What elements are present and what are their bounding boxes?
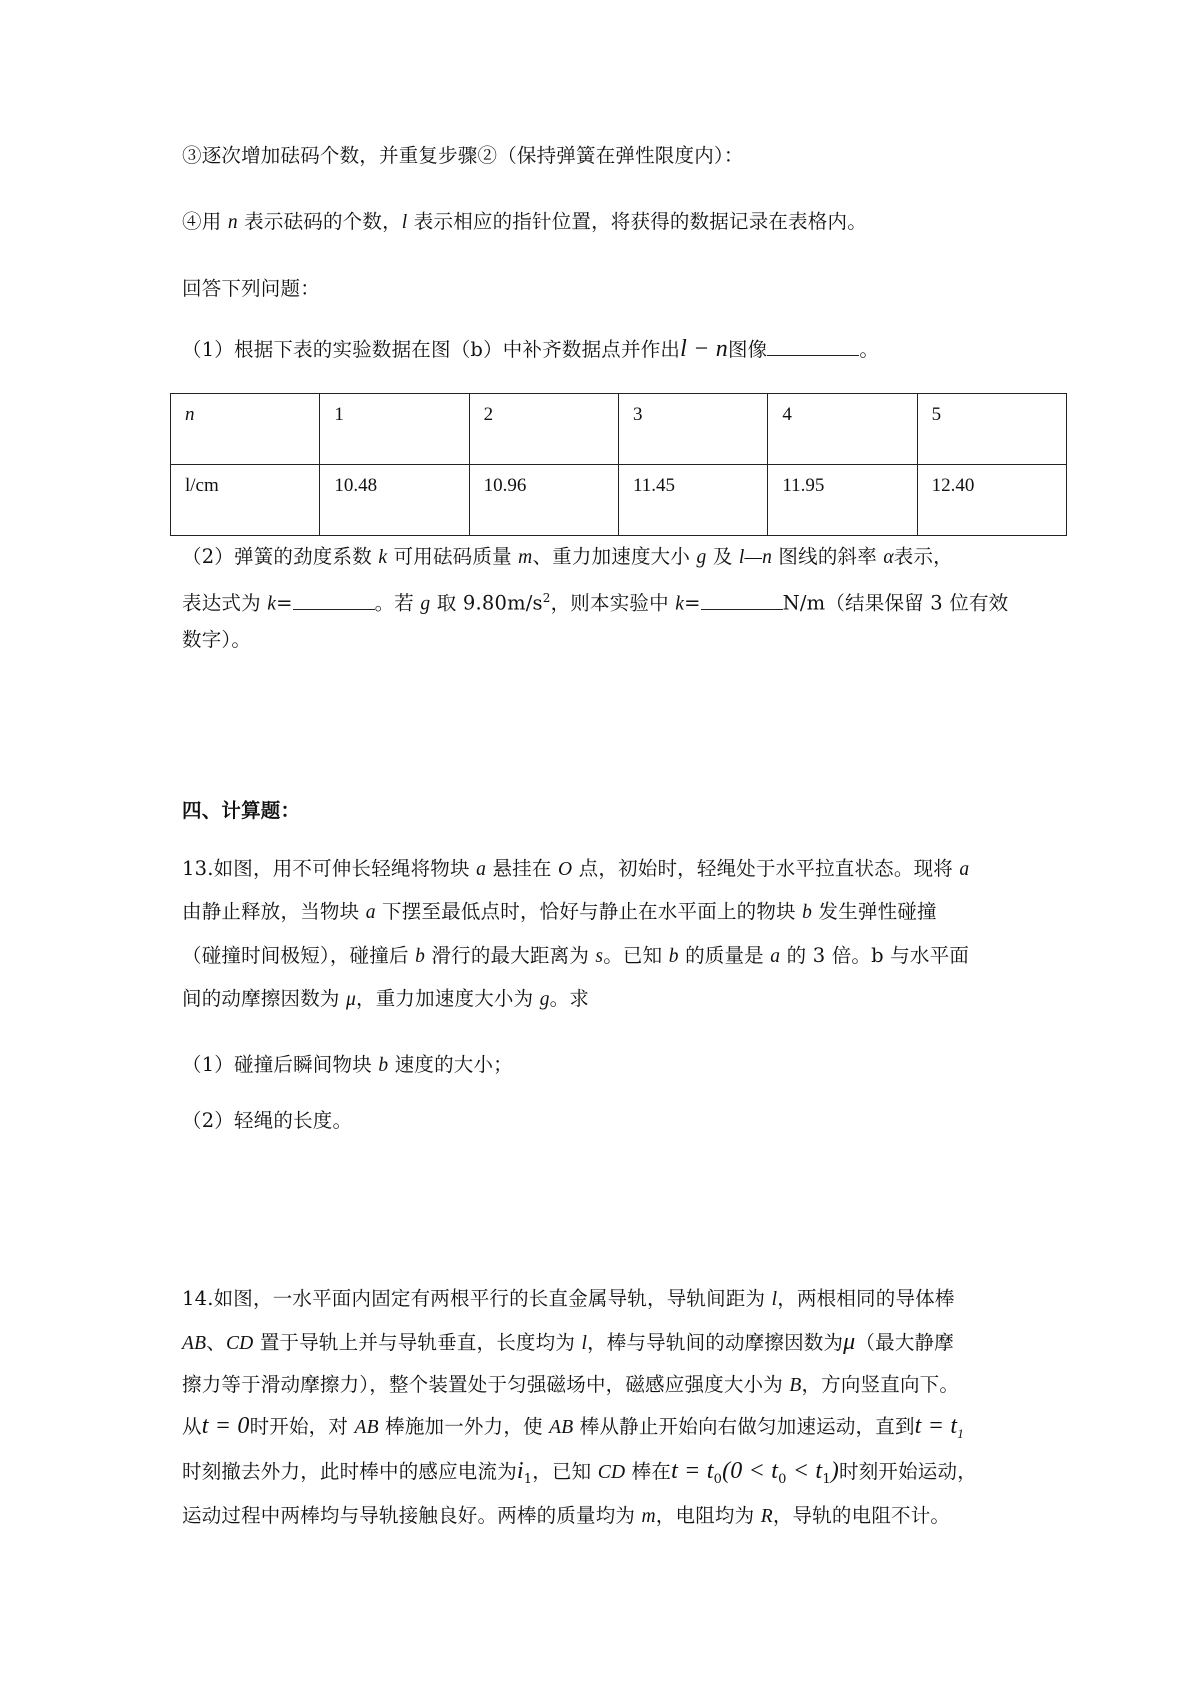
problem-13-line2 xyxy=(182,899,937,926)
table-cell: 12.40 xyxy=(917,465,1066,536)
var-i: i xyxy=(516,1458,524,1484)
table-cell: 10.48 xyxy=(320,465,469,536)
var-g: g xyxy=(539,989,550,1010)
p13-text: 悬挂在 xyxy=(486,857,558,880)
problem-14-line5 xyxy=(182,1458,977,1493)
question-2-line2 xyxy=(182,585,1008,618)
q1-suffix: 图像 xyxy=(727,338,768,361)
step4-mid: 表示砝码的个数， xyxy=(237,210,402,233)
q2-text: （2）弹簧的劲度系数 xyxy=(182,545,379,568)
q2-text: 、重力加速度大小 xyxy=(532,545,697,568)
subscript: 1 xyxy=(822,1471,831,1487)
var-B: B xyxy=(789,1375,802,1396)
p13-text: 。已知 xyxy=(603,944,669,967)
var-AB: AB xyxy=(354,1417,379,1438)
table-cell: 2 xyxy=(469,394,618,465)
table-cell: 11.95 xyxy=(768,465,917,536)
q2-text: 及 xyxy=(706,545,739,568)
problem-13-line1 xyxy=(182,856,969,883)
var-CD: CD xyxy=(225,1333,254,1354)
p14-text: ，两根相同的导体棒 xyxy=(777,1287,955,1310)
table-header-n: n xyxy=(171,394,320,465)
math-t-equals-t1: t = t xyxy=(914,1413,958,1439)
q1-prefix: （1）根据下表的实验数据在图（b）中补齐数据点并作出 xyxy=(182,338,681,361)
problem-13-line3 xyxy=(182,943,969,970)
var-R: R xyxy=(760,1506,773,1527)
var-CD: CD xyxy=(597,1462,626,1483)
p14-text: 棒施加一外力，使 xyxy=(378,1415,550,1438)
q2-text: 表示， xyxy=(893,545,953,568)
var-a: a xyxy=(476,859,487,880)
step4-prefix: ④用 xyxy=(182,210,228,233)
problem-13-sub1 xyxy=(182,1052,513,1079)
k-value-blank[interactable] xyxy=(701,591,783,610)
data-table xyxy=(170,393,1067,536)
math-inequality: (0 < t xyxy=(722,1458,779,1484)
p14-text: 擦力等于滑动摩擦力），整个装置处于匀强磁场中，磁感应强度大小为 xyxy=(182,1373,790,1396)
q1-answer-blank[interactable] xyxy=(767,337,859,356)
step4-suffix: 表示相应的指针位置，将获得的数据记录在表格内。 xyxy=(407,210,867,233)
table-cell: 3 xyxy=(618,394,767,465)
p13-text: 点，初始时，轻绳处于水平拉直状态。现将 xyxy=(572,857,960,880)
q2-text: 。若 xyxy=(374,591,421,615)
problem-14-line3 xyxy=(182,1372,959,1399)
math-t-equals-0: t = 0 xyxy=(201,1413,250,1439)
p14-text: 14.如图，一水平面内固定有两根平行的长直金属导轨，导轨间距为 xyxy=(182,1287,772,1310)
p14-text: ，已知 xyxy=(532,1460,598,1483)
k-expression-blank[interactable] xyxy=(293,591,375,610)
p13-text: 发生弹性碰撞 xyxy=(812,900,937,923)
p13-text: 由静止释放，当物块 xyxy=(182,900,366,923)
p14-text: 时刻撤去外力，此时棒中的感应电流为 xyxy=(182,1460,517,1483)
p14-text: 时开始，对 xyxy=(249,1415,355,1438)
var-m: m xyxy=(641,1506,656,1527)
problem-13-sub2: （2）轻绳的长度。 xyxy=(182,1109,353,1132)
table-cell: 5 xyxy=(917,394,1066,465)
p13-text: ，重力加速度大小为 xyxy=(356,987,540,1010)
subscript: 1 xyxy=(523,1471,533,1487)
table-header-l: l/cm xyxy=(171,465,320,536)
var-l: l xyxy=(771,1289,778,1310)
var-O: O xyxy=(557,859,573,880)
question-2-line3: 数字）。 xyxy=(182,628,252,651)
question-2-line1 xyxy=(182,544,953,571)
question-1 xyxy=(182,336,879,363)
step3-text: ③逐次增加砝码个数，并重复步骤②（保持弹簧在弹性限度内）： xyxy=(182,144,744,167)
var-b: b xyxy=(378,1055,389,1076)
p14-text: ，棒与导轨间的动摩擦因数为 xyxy=(587,1331,844,1354)
q2-text: 可用砝码质量 xyxy=(387,545,519,568)
var-s: s xyxy=(595,946,604,967)
var-l-n: l—n xyxy=(738,547,773,568)
q2-text: = xyxy=(276,591,293,615)
q1-end: 。 xyxy=(859,338,880,361)
q1-math-l-n: l − n xyxy=(680,336,728,362)
q2-text: ，则本实验中 xyxy=(550,591,676,615)
answer-prompt: 回答下列问题： xyxy=(182,277,320,300)
var-a: a xyxy=(959,859,970,880)
p14-text: ，方向竖直向下。 xyxy=(801,1373,960,1396)
var-AB: AB xyxy=(182,1333,207,1354)
exponent: 2 xyxy=(542,591,551,605)
problem-13-line4 xyxy=(182,986,589,1013)
p13-text: 速度的大小； xyxy=(388,1053,513,1076)
var-a: a xyxy=(365,902,376,923)
p14-text: ，导轨的电阻不计。 xyxy=(772,1504,951,1527)
p13-text: 。求 xyxy=(549,987,590,1010)
math-inequality: < t xyxy=(786,1458,823,1484)
subscript: 0 xyxy=(713,1471,723,1487)
var-b: b xyxy=(802,902,813,923)
p14-text: （最大静摩 xyxy=(855,1331,954,1354)
var-k: k xyxy=(675,593,685,615)
p13-text: 滑行的最大距离为 xyxy=(425,944,596,967)
q2-text: 表达式为 xyxy=(182,591,268,615)
var-n: n xyxy=(227,212,238,233)
q2-text: N/m（结果保留 3 位有效 xyxy=(782,591,1009,615)
var-b: b xyxy=(415,946,426,967)
var-alpha: α xyxy=(883,547,894,568)
var-a: a xyxy=(770,946,781,967)
section-title: 四、计算题： xyxy=(182,799,301,822)
var-g: g xyxy=(696,547,707,568)
subscript: 0 xyxy=(778,1471,787,1487)
problem-14-line2 xyxy=(182,1329,954,1357)
q2-text: 取 9.80m/s xyxy=(430,591,543,615)
var-mu: μ xyxy=(843,1329,856,1355)
p14-text: 置于导轨上并与导轨垂直，长度均为 xyxy=(253,1331,582,1354)
var-AB: AB xyxy=(549,1417,574,1438)
math-paren: ) xyxy=(830,1458,839,1484)
var-mu: μ xyxy=(346,989,356,1010)
problem-14-line6 xyxy=(182,1503,950,1530)
p13-text: 间的动摩擦因数为 xyxy=(182,987,346,1010)
table-cell: 1 xyxy=(320,394,469,465)
p14-text: 从 xyxy=(182,1415,202,1438)
var-l: l xyxy=(401,212,408,233)
var-b: b xyxy=(668,946,679,967)
p14-text: 时刻开始运动， xyxy=(839,1460,977,1483)
p13-text: 的 3 倍。b 与水平面 xyxy=(780,944,970,967)
var-k: k xyxy=(267,593,277,615)
q2-text: = xyxy=(684,591,701,615)
p14-text: ，电阻均为 xyxy=(655,1504,761,1527)
table-cell: 4 xyxy=(768,394,917,465)
p13-text: 下摆至最低点时，恰好与静止在水平面上的物块 xyxy=(375,900,803,923)
step4-text xyxy=(182,209,867,236)
math-t-equals-t0: t = t xyxy=(671,1458,714,1484)
p14-text: 棒在 xyxy=(625,1460,672,1483)
var-k: k xyxy=(378,547,388,568)
table-row-l xyxy=(171,465,1067,536)
p13-text: （1）碰撞后瞬间物块 xyxy=(182,1053,379,1076)
var-g: g xyxy=(420,593,431,615)
p13-text: 的质量是 xyxy=(678,944,771,967)
table-cell: 10.96 xyxy=(469,465,618,536)
p14-text: 运动过程中两棒均与导轨接触良好。两棒的质量均为 xyxy=(182,1504,642,1527)
p14-text: 、 xyxy=(206,1331,226,1354)
problem-14-line1 xyxy=(182,1286,955,1313)
p13-text: （碰撞时间极短），碰撞后 xyxy=(182,944,416,967)
table-cell: 11.45 xyxy=(618,465,767,536)
p14-text: 棒从静止开始向右做匀加速运动，直到 xyxy=(573,1415,915,1438)
var-l: l xyxy=(581,1333,588,1354)
subscript: 1 xyxy=(957,1425,964,1441)
var-m: m xyxy=(518,547,533,568)
table-row-n xyxy=(171,394,1067,465)
problem-14-line4 xyxy=(182,1413,964,1447)
p13-text: 13.如图，用不可伸长轻绳将物块 xyxy=(182,857,477,880)
q2-text: 图线的斜率 xyxy=(772,545,884,568)
